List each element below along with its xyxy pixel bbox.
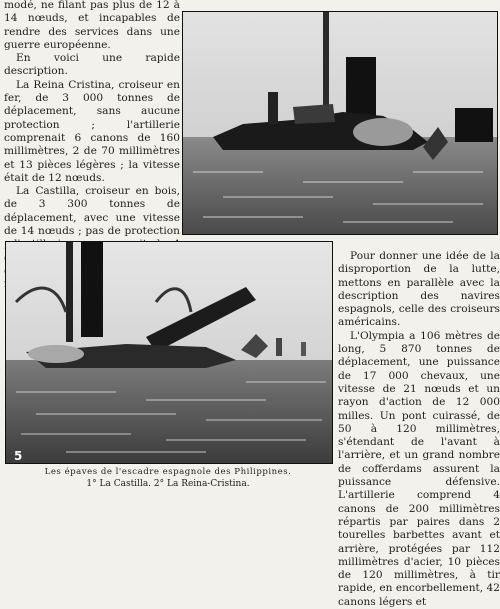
plate-number: 5	[14, 449, 23, 463]
photo-castilla-wreck	[182, 11, 498, 235]
reina-cristina-wreck-illustration	[6, 242, 332, 463]
photo-reina-cristina-wreck	[5, 241, 333, 464]
caption-subtitle: 1° La Castilla. 2° La Reina-Cristina.	[86, 479, 250, 489]
paragraph-intro: En voici une rapide description.	[4, 52, 180, 78]
paragraph-continuation: modé, ne filant pas plus de 12 à 14 nœuds, et incapables de rendre des services dans une guerre européenne.	[4, 0, 180, 51]
paragraph-reina-cristina: La Reina Cristina, croiseur en fer, de 3 000 tonnes de déplacement, sans aucune protection ; l'artillerie comprenait 6 canons de 160 millimètres, 2 de 70 millimètres et 13 pièces légères ; la vitesse était de 12 nœuds.	[4, 78, 180, 184]
figure-caption	[5, 466, 331, 490]
text-column-bottom-right	[338, 250, 500, 609]
paragraph-castilla: La Castilla, croiseur en bois, de 3 300 tonnes de déplacement, avec une vitesse de 14 nœuds ; pas de protection	[4, 185, 180, 238]
caption-title: Les épaves de l'escadre espagnole des Philippines.	[44, 467, 292, 477]
paragraph-olympia: L'Olympia a 106 mètres de long, 5 870 tonnes de déplacement, une puissance de 17 000 chevaux, une vitesse de 21 nœuds et un rayon d'action de 12 000 milles. Un pont cuirassé, de 50 à 120 millimètres, s'étendant de l'avant à l'arrière, et un grand nombre de cofferdams assurent la puissance défensive. L'artillerie comprend 4 canons de 200 millimètres répartis par paires dans 2 tourelles barbettes avant et arrière, protégées par 112 millimètres d'acier, 10 pièces de 120 millimètres, à tir rapide, en encorbellement, 42 canons légers et	[338, 329, 500, 608]
paragraph-comparison-intro: Pour donner une idée de la disproportion de la lutte, mettons en parallèle avec la description des navires espagnols, celle des croiseurs américains.	[338, 250, 500, 329]
castilla-wreck-illustration	[183, 12, 497, 234]
